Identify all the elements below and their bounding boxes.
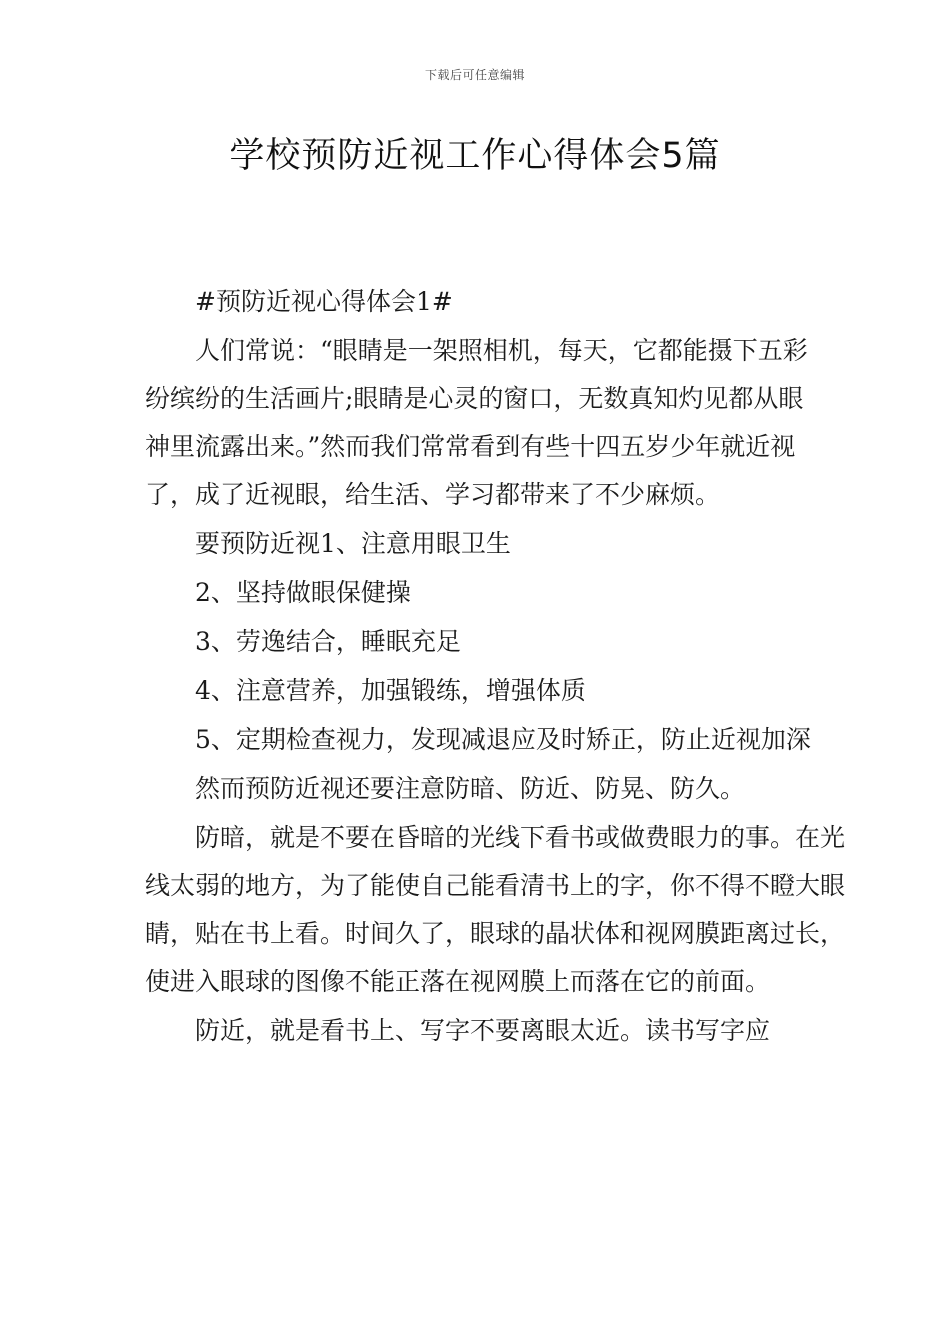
list-item: 3、劳逸结合，睡眠充足 bbox=[195, 627, 461, 656]
body-paragraph: 人们常说：“眼睛是一架照相机，每天，它都能摄下五彩纷缤纷的生活画片;眼睛是心灵的窗口，无数真知灼见都从眼神里流露出来。”然而我们常常看到有些十四五岁少年就近视了，成了近视眼，给生活、学习都带来了不少麻烦。 bbox=[145, 336, 808, 509]
body-paragraph: 防近，就是看书上、写字不要离眼太近。读书写字应 bbox=[195, 1016, 771, 1045]
list-item: 5、定期检查视力，发现减退应及时矫正，防止近视加深 bbox=[195, 725, 811, 754]
list-item: 2、坚持做眼保健操 bbox=[195, 578, 411, 607]
header-note: 下载后可任意编辑 bbox=[424, 68, 525, 82]
body-paragraph: 防暗，就是不要在昏暗的光线下看书或做费眼力的事。在光线太弱的地方，为了能使自己能看清书上的字，你不得不瞪大眼睛，贴在书上看。时间久了，眼球的晶状体和视网膜距离过长，使进入眼球的图像不能正落在视网膜上而落在它的前面。 bbox=[145, 823, 846, 996]
document-body bbox=[145, 278, 846, 1056]
body-paragraph: 然而预防近视还要注意防暗、防近、防晃、防久。 bbox=[195, 774, 746, 803]
document-title: 学校预防近视工作心得体会5篇 bbox=[229, 136, 721, 176]
list-item: 要预防近视1、注意用眼卫生 bbox=[195, 529, 511, 558]
list-item: 4、注意营养，加强锻练，增强体质 bbox=[195, 676, 586, 705]
section-heading: #预防近视心得体会1# bbox=[195, 287, 453, 316]
